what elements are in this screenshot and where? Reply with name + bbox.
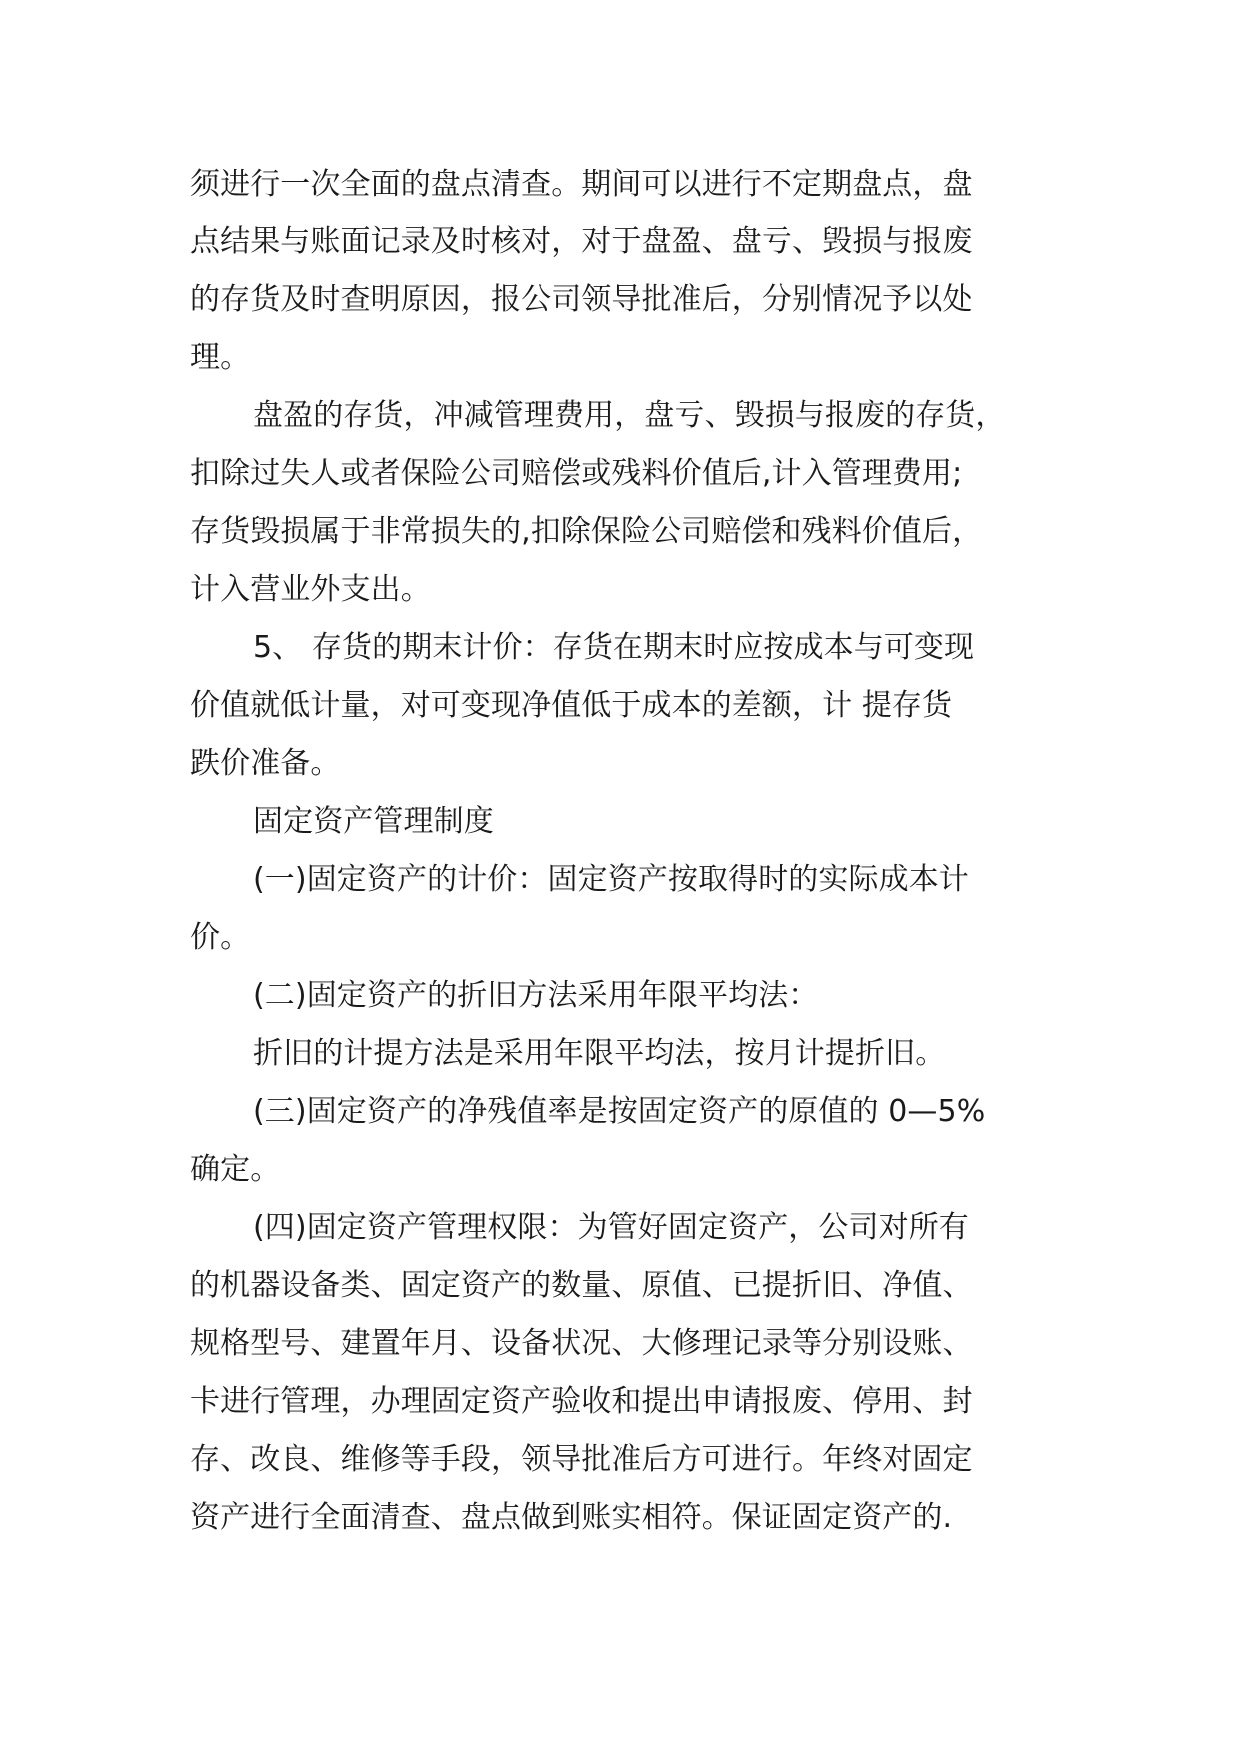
text-line: 价。 xyxy=(190,920,251,955)
text-line: 扣除过失人或者保险公司赔偿或残料价值后,计入管理费用; xyxy=(190,456,963,491)
text-line: 存、改良、维修等手段，领导批准后方可进行。年终对固定 xyxy=(190,1442,973,1477)
text-line: 规格型号、建置年月、设备状况、大修理记录等分别设账、 xyxy=(190,1326,973,1361)
text-line: 5、 存货的期末计价：存货在期末时应按成本与可变现 xyxy=(253,630,975,665)
text-line: 确定。 xyxy=(190,1152,281,1187)
text-line: 存货毁损属于非常损失的,扣除保险公司赔偿和残料价值后， xyxy=(190,514,983,549)
text-line: 须进行一次全面的盘点清查。期间可以进行不定期盘点，盘 xyxy=(190,167,973,202)
text-line: (一)固定资产的计价：固定资产按取得时的实际成本计 xyxy=(253,862,969,897)
text-line: 盘盈的存货，冲减管理费用，盘亏、毁损与报废的存货， xyxy=(253,398,1006,433)
text-line: 跌价准备。 xyxy=(190,746,341,781)
text-line: 资产进行全面清查、盘点做到账实相符。保证固定资产的. xyxy=(190,1500,953,1535)
text-line: 的存货及时查明原因，报公司领导批准后，分别情况予以处 xyxy=(190,282,973,317)
section-heading: 固定资产管理制度 xyxy=(253,804,494,839)
text-line: (四)固定资产管理权限：为管好固定资产，公司对所有 xyxy=(253,1210,969,1245)
text-line: 计入营业外支出。 xyxy=(190,572,431,607)
text-line: (三)固定资产的净残值率是按固定资产的原值的 0—5% xyxy=(253,1094,986,1129)
text-line: (二)固定资产的折旧方法采用年限平均法： xyxy=(253,978,819,1013)
text-line: 的机器设备类、固定资产的数量、原值、已提折旧、净值、 xyxy=(190,1268,973,1303)
text-line: 卡进行管理，办理固定资产验收和提出申请报废、停用、封 xyxy=(190,1384,973,1419)
text-line: 理。 xyxy=(190,340,251,375)
text-line: 折旧的计提方法是采用年限平均法，按月计提折旧。 xyxy=(253,1036,946,1071)
text-line: 价值就低计量，对可变现净值低于成本的差额，计 提存货 xyxy=(190,688,953,723)
text-line: 点结果与账面记录及时核对，对于盘盈、盘亏、毁损与报废 xyxy=(190,224,973,259)
